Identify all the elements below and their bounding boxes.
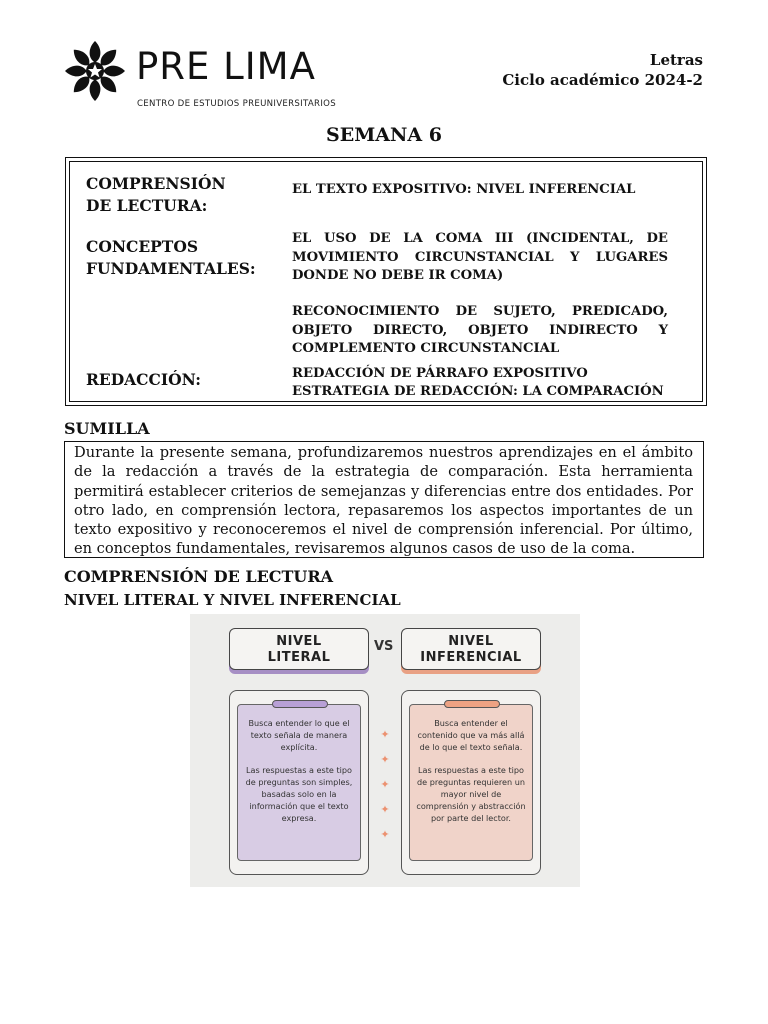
inferencial-title-line1: NIVEL [448, 634, 494, 649]
sumilla-text: Durante la presente semana, profundizaremos nuestros aprendizajes en el ámbito de la redacción a través de la estrategia de comparación. Esta herramienta permitirá establecer criterios de semejanzas y diferencias entre dos entidades. Por otro lado, en comprensión lectora, repasaremos los aspectos importantes de un texto expositivo y reconoceremos el nivel de comprensión inferencial. Por último, en conceptos fundamentales, revisaremos algunos casos de uso de la coma. [74, 444, 693, 558]
topic-value-redaccion-2: ESTRATEGIA DE REDACCIÓN: LA COMPARACIÓN [292, 384, 664, 399]
brand-subtitle: CENTRO DE ESTUDIOS PREUNIVERSITARIOS [137, 99, 336, 109]
inferencial-title-line2: INFERENCIAL [420, 650, 522, 665]
inferencial-title-pill [401, 628, 541, 670]
inferencial-card-tab [444, 700, 500, 708]
section-heading: COMPRENSIÓN DE LECTURA [64, 567, 334, 586]
section-subheading: NIVEL LITERAL Y NIVEL INFERENCIAL [64, 591, 401, 609]
topics-box [65, 157, 707, 406]
sparkle-icon: ✦ [380, 753, 390, 766]
topic-value-comprension: EL TEXTO EXPOSITIVO: NIVEL INFERENCIAL [292, 182, 636, 197]
week-title: SEMANA 6 [326, 124, 442, 146]
brand-name: PRE LIMA [136, 45, 316, 88]
sumilla-box [64, 441, 704, 558]
topic-value-conceptos-2: RECONOCIMIENTO DE SUJETO, PREDICADO, OBJETO DIRECTO, OBJETO INDIRECTO Y COMPLEMENTO CIRCUNSTANCIAL [292, 304, 668, 356]
literal-card-body [237, 704, 361, 861]
literal-description: Busca entender lo que el texto señala de manera explícita. [248, 718, 350, 752]
header-info [502, 50, 703, 90]
topic-value-conceptos-1: EL USO DE LA COMA III (INCIDENTAL, DE MOVIMIENTO CIRCUNSTANCIAL Y LUGARES DONDE NO DEBE IR COMA) [292, 231, 668, 283]
vs-label: VS [374, 639, 394, 654]
literal-card-tab [272, 700, 328, 708]
literal-card [229, 690, 369, 875]
literal-title-line2: LITERAL [267, 650, 331, 665]
topic-value-redaccion-1: REDACCIÓN DE PÁRRAFO EXPOSITIVO [292, 366, 588, 381]
inferencial-card [401, 690, 541, 875]
literal-title-pill [229, 628, 369, 670]
topics-inner-frame [69, 161, 703, 402]
topic-label-conceptos: CONCEPTOS FUNDAMENTALES: [86, 237, 256, 278]
cycle-label: Ciclo académico 2024-2 [502, 71, 703, 89]
inferencial-answers: Las respuestas a este tipo de preguntas requieren un mayor nivel de comprensión y abstracción por parte del lector. [416, 765, 526, 823]
literal-title-line1: NIVEL [276, 634, 322, 649]
subject-label: Letras [649, 51, 703, 69]
topic-label-redaccion: REDACCIÓN: [86, 370, 201, 389]
inferencial-card-body [409, 704, 533, 861]
sparkle-column [378, 722, 392, 847]
sumilla-heading: SUMILLA [64, 419, 150, 438]
star-flower-logo-icon [62, 40, 128, 102]
sparkle-icon: ✦ [380, 728, 390, 741]
literal-answers: Las respuestas a este tipo de preguntas son simples, basadas solo en la información que el texto expresa. [245, 765, 353, 823]
sparkle-icon: ✦ [380, 803, 390, 816]
comparison-infographic [190, 614, 580, 887]
sparkle-icon: ✦ [380, 828, 390, 841]
inferencial-description: Busca entender el contenido que va más allá de lo que el texto señala. [417, 718, 525, 752]
topic-label-comprension: COMPRENSIÓN DE LECTURA: [86, 174, 226, 215]
sparkle-icon: ✦ [380, 778, 390, 791]
